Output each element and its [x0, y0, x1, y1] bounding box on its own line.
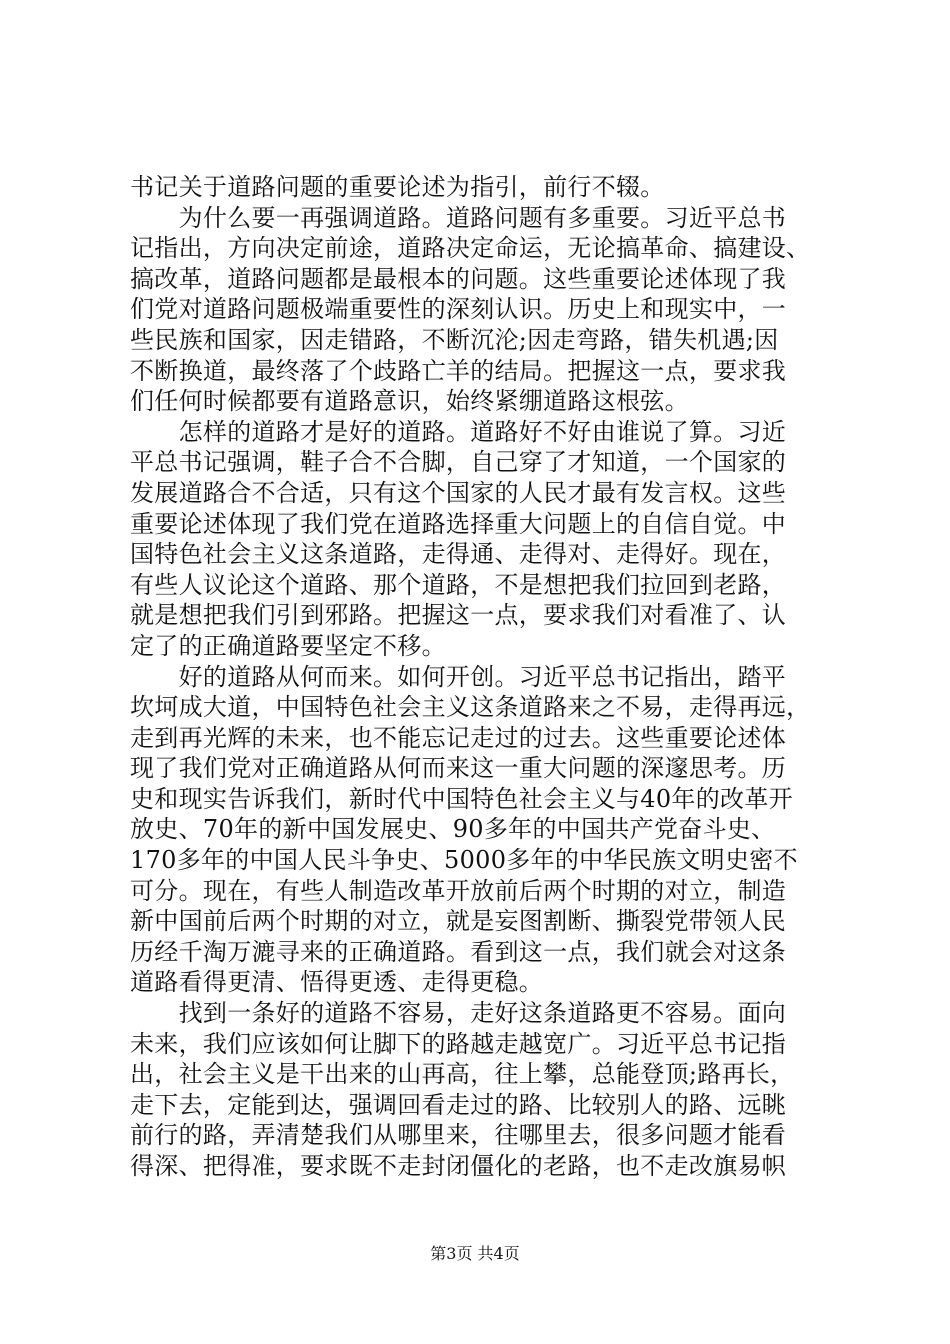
text-line: 重要论述体现了我们党在道路选择重大问题上的自信自觉。中 — [130, 509, 787, 538]
text-line: 好的道路从何而来。如何开创。习近平总书记指出，踏平 — [130, 662, 787, 691]
text-line: 就是想把我们引到邪路。把握这一点，要求我们对看准了、认 — [130, 601, 787, 630]
text-line: 走下去，定能到达，强调回看走过的路、比较别人的路、远眺 — [130, 1090, 787, 1119]
text-line: 们任何时候都要有道路意识，始终紧绷道路这根弦。 — [130, 387, 689, 416]
text-line: 有些人议论这个道路、那个道路，不是想把我们拉回到老路， — [130, 570, 787, 599]
text-line: 出，社会主义是干出来的山再高，往上攀，总能登顶;路再长， — [130, 1060, 795, 1089]
text-line: 不断换道，最终落了个歧路亡羊的结局。把握这一点，要求我 — [130, 356, 787, 385]
text-line: 们党对道路问题极端重要性的深刻认识。历史上和现实中，一 — [130, 295, 787, 324]
text-line: 怎样的道路才是好的道路。道路好不好由谁说了算。习近 — [130, 417, 787, 446]
text-line: 历经千淘万漉寻来的正确道路。看到这一点，我们就会对这条 — [130, 937, 787, 966]
page-footer: 第3页 共4页 — [430, 1244, 520, 1263]
text-line: 国特色社会主义这条道路，走得通、走得对、走得好。现在， — [130, 540, 787, 569]
text-line: 定了的正确道路要坚定不移。 — [130, 631, 446, 660]
text-line: 搞改革，道路问题都是最根本的问题。这些重要论述体现了我 — [130, 264, 787, 293]
text-line: 170多年的中国人民斗争史、5000多年的中华民族文明史密不 — [130, 846, 798, 875]
text-line: 记指出，方向决定前途，道路决定命运，无论搞革命、搞建设、 — [130, 234, 811, 263]
body-text — [130, 172, 830, 1182]
text-line: 史和现实告诉我们，新时代中国特色社会主义与40年的改革开 — [130, 784, 793, 813]
text-line: 放史、70年的新中国发展史、90多年的中国共产党奋斗史、 — [130, 815, 776, 844]
text-line: 书记关于道路问题的重要论述为指引，前行不辍。 — [130, 173, 665, 201]
text-line: 走到再光辉的未来，也不能忘记走过的过去。这些重要论述体 — [130, 723, 787, 752]
text-line: 些民族和国家，因走错路，不断沉沦;因走弯路，错失机遇;因 — [130, 325, 779, 354]
text-line: 前行的路，弄清楚我们从哪里来，往哪里去，很多问题才能看 — [130, 1121, 787, 1150]
text-line: 新中国前后两个时期的对立，就是妄图割断、撕裂党带领人民 — [130, 907, 787, 936]
text-line: 找到一条好的道路不容易，走好这条道路更不容易。面向 — [130, 999, 787, 1028]
text-line: 可分。现在，有些人制造改革开放前后两个时期的对立，制造 — [130, 876, 787, 905]
text-line: 道路看得更清、悟得更透、走得更稳。 — [130, 968, 544, 997]
text-line: 为什么要一再强调道路。道路问题有多重要。习近平总书 — [130, 203, 787, 232]
text-line: 坎坷成大道，中国特色社会主义这条道路来之不易，走得再远， — [130, 693, 811, 722]
text-line: 现了我们党对正确道路从何而来这一重大问题的深邃思考。历 — [130, 754, 787, 783]
text-line: 得深、把得准，要求既不走封闭僵化的老路，也不走改旗易帜 — [130, 1152, 787, 1180]
text-line: 平总书记强调，鞋子合不合脚，自己穿了才知道，一个国家的 — [130, 448, 787, 477]
text-line: 未来，我们应该如何让脚下的路越走越宽广。习近平总书记指 — [130, 1029, 787, 1058]
text-line: 发展道路合不合适，只有这个国家的人民才最有发言权。这些 — [130, 478, 787, 507]
